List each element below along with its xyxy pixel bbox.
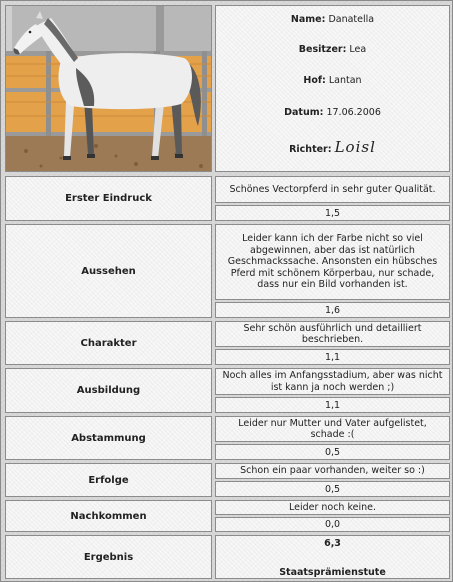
judge-field (216, 138, 449, 156)
comment-abstammung: Leider nur Mutter und Vater aufgelistet, schade :( (215, 416, 450, 442)
label-ausbildung: Ausbildung (5, 368, 212, 413)
score-aussehen: 1,6 (215, 302, 450, 318)
label-charakter: Charakter (5, 321, 212, 365)
score-ausbildung: 1,1 (215, 397, 450, 413)
label-aussehen: Aussehen (5, 224, 212, 318)
comment-erster-eindruck: Schönes Vectorpferd in sehr guter Qualität. (215, 176, 450, 203)
name-field (216, 14, 449, 25)
comment-aussehen: Leider kann ich der Farbe nicht so viel abgewinnen, aber das ist natürlich Geschmackssache. Ansonsten ein hübsches Pferd mit schönem Körperbau, nur schade, dass nur ein Bild vorhanden ist. (215, 224, 450, 300)
comment-ausbildung: Noch alles im Anfangsstadium, aber was nicht ist kann ja noch werden ;) (215, 368, 450, 395)
result-panel (215, 535, 450, 579)
label-nachkommen: Nachkommen (5, 500, 212, 532)
name-value: Danatella (328, 14, 375, 25)
label-ergebnis: Ergebnis (5, 535, 212, 579)
label-erster-eindruck: Erster Eindruck (5, 176, 212, 221)
date-value: 17.06.2006 (326, 107, 381, 118)
owner-label: Besitzer: (298, 44, 347, 55)
farm-field (216, 75, 449, 86)
label-erfolge: Erfolge (5, 463, 212, 497)
result-title: Staatsprämienstute (279, 567, 386, 578)
comment-charakter: Sehr schön ausführlich und detailliert beschrieben. (215, 321, 450, 347)
horse-illustration (6, 6, 212, 172)
name-label: Name: (290, 14, 326, 25)
date-field (216, 107, 449, 118)
score-erster-eindruck: 1,5 (215, 205, 450, 221)
score-erfolge: 0,5 (215, 481, 450, 497)
comment-erfolge: Schon ein paar vorhanden, weiter so :) (215, 463, 450, 479)
info-panel (215, 5, 450, 172)
horse-photo (5, 5, 212, 172)
date-label: Datum: (284, 107, 324, 118)
farm-label: Hof: (303, 75, 326, 86)
owner-field (216, 44, 449, 55)
result-score: 6,3 (324, 538, 341, 549)
score-charakter: 1,1 (215, 349, 450, 365)
score-abstammung: 0,5 (215, 444, 450, 460)
judge-signature: Loisl (334, 138, 376, 156)
farm-value: Lantan (328, 75, 362, 86)
comment-nachkommen: Leider noch keine. (215, 500, 450, 515)
judge-label: Richter: (289, 144, 332, 155)
score-nachkommen: 0,0 (215, 517, 450, 532)
owner-value: Lea (349, 44, 367, 55)
label-abstammung: Abstammung (5, 416, 212, 460)
